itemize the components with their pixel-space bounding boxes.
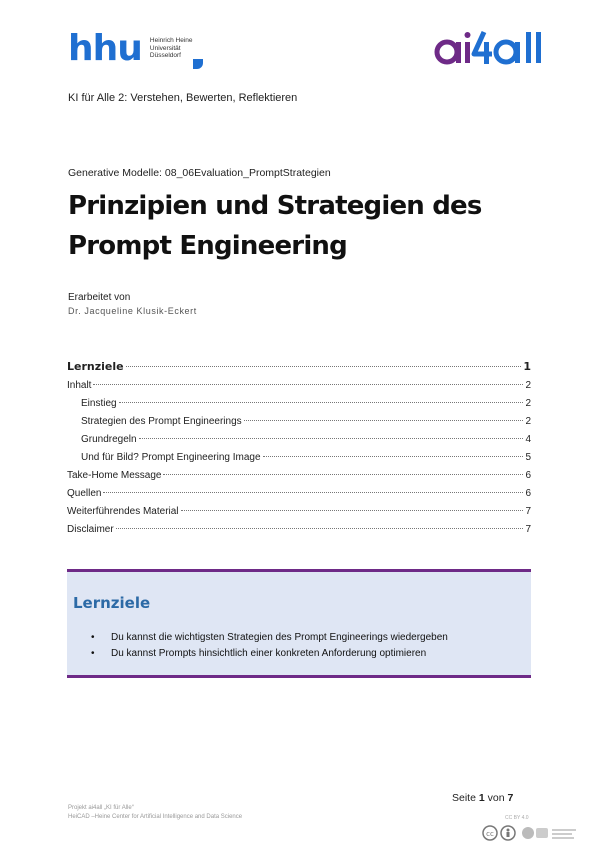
hhu-logo-word: hhu — [68, 28, 142, 69]
bullet-icon: • — [91, 632, 95, 643]
toc-entry-bild[interactable]: Und für Bild? Prompt Engineering Image 5 — [81, 452, 531, 463]
toc-entry-quellen[interactable]: Quellen 6 — [67, 488, 531, 499]
author-label: Erarbeitet von — [68, 292, 131, 303]
license-label: CC BY 4.0 — [505, 815, 529, 821]
hhu-logo-mark — [193, 59, 203, 69]
learning-goals-box — [67, 569, 531, 678]
svg-text:cc: cc — [486, 830, 494, 838]
toc-entry-grundregeln[interactable]: Grundregeln 4 — [81, 434, 531, 445]
toc-entry-material[interactable]: Weiterführendes Material 7 — [67, 506, 531, 517]
toc-entry-lernziele[interactable]: Lernziele 1 — [67, 360, 531, 373]
author-name: Dr. Jacqueline Klusik-Eckert — [68, 306, 197, 316]
list-item: • Du kannst die wichtigsten Strategien des Prompt Engineerings wiedergeben — [91, 630, 448, 646]
course-title: KI für Alle 2: Verstehen, Bewerten, Reflektieren — [68, 92, 298, 104]
bullet-icon: • — [91, 648, 95, 659]
toc-entry-take-home[interactable]: Take-Home Message 6 — [67, 470, 531, 481]
toc-entry-inhalt[interactable]: Inhalt 2 — [67, 380, 531, 391]
table-of-contents — [67, 360, 531, 542]
footer-institute: HeiCAD –Heine Center for Artificial Intelligence and Data Science — [68, 814, 243, 820]
footer-project: Projekt ai4all „KI für Alle“ — [68, 805, 134, 811]
list-item: • Du kannst Prompts hinsichtlich einer konkreten Anforderung optimieren — [91, 646, 448, 662]
toc-entry-einstieg[interactable]: Einstieg 2 — [81, 398, 531, 409]
learning-goals-list — [91, 630, 448, 662]
toc-entry-strategien[interactable]: Strategien des Prompt Engineerings 2 — [81, 416, 531, 427]
document-title: Prinzipien und Strategien des Prompt Engineering — [68, 191, 482, 261]
hhu-logo-text: Heinrich Heine Universität Düsseldorf — [149, 37, 193, 60]
learning-goals-title: Lernziele — [73, 594, 151, 612]
document-subject: Generative Modelle: 08_06Evaluation_PromptStrategien — [68, 167, 331, 179]
ai4all-logo — [434, 28, 544, 70]
hhu-logo — [68, 28, 193, 69]
toc-entry-disclaimer[interactable]: Disclaimer 7 — [67, 524, 531, 535]
cc-license-icon — [480, 823, 580, 843]
page-number: Seite 1 von 7 — [452, 792, 514, 804]
